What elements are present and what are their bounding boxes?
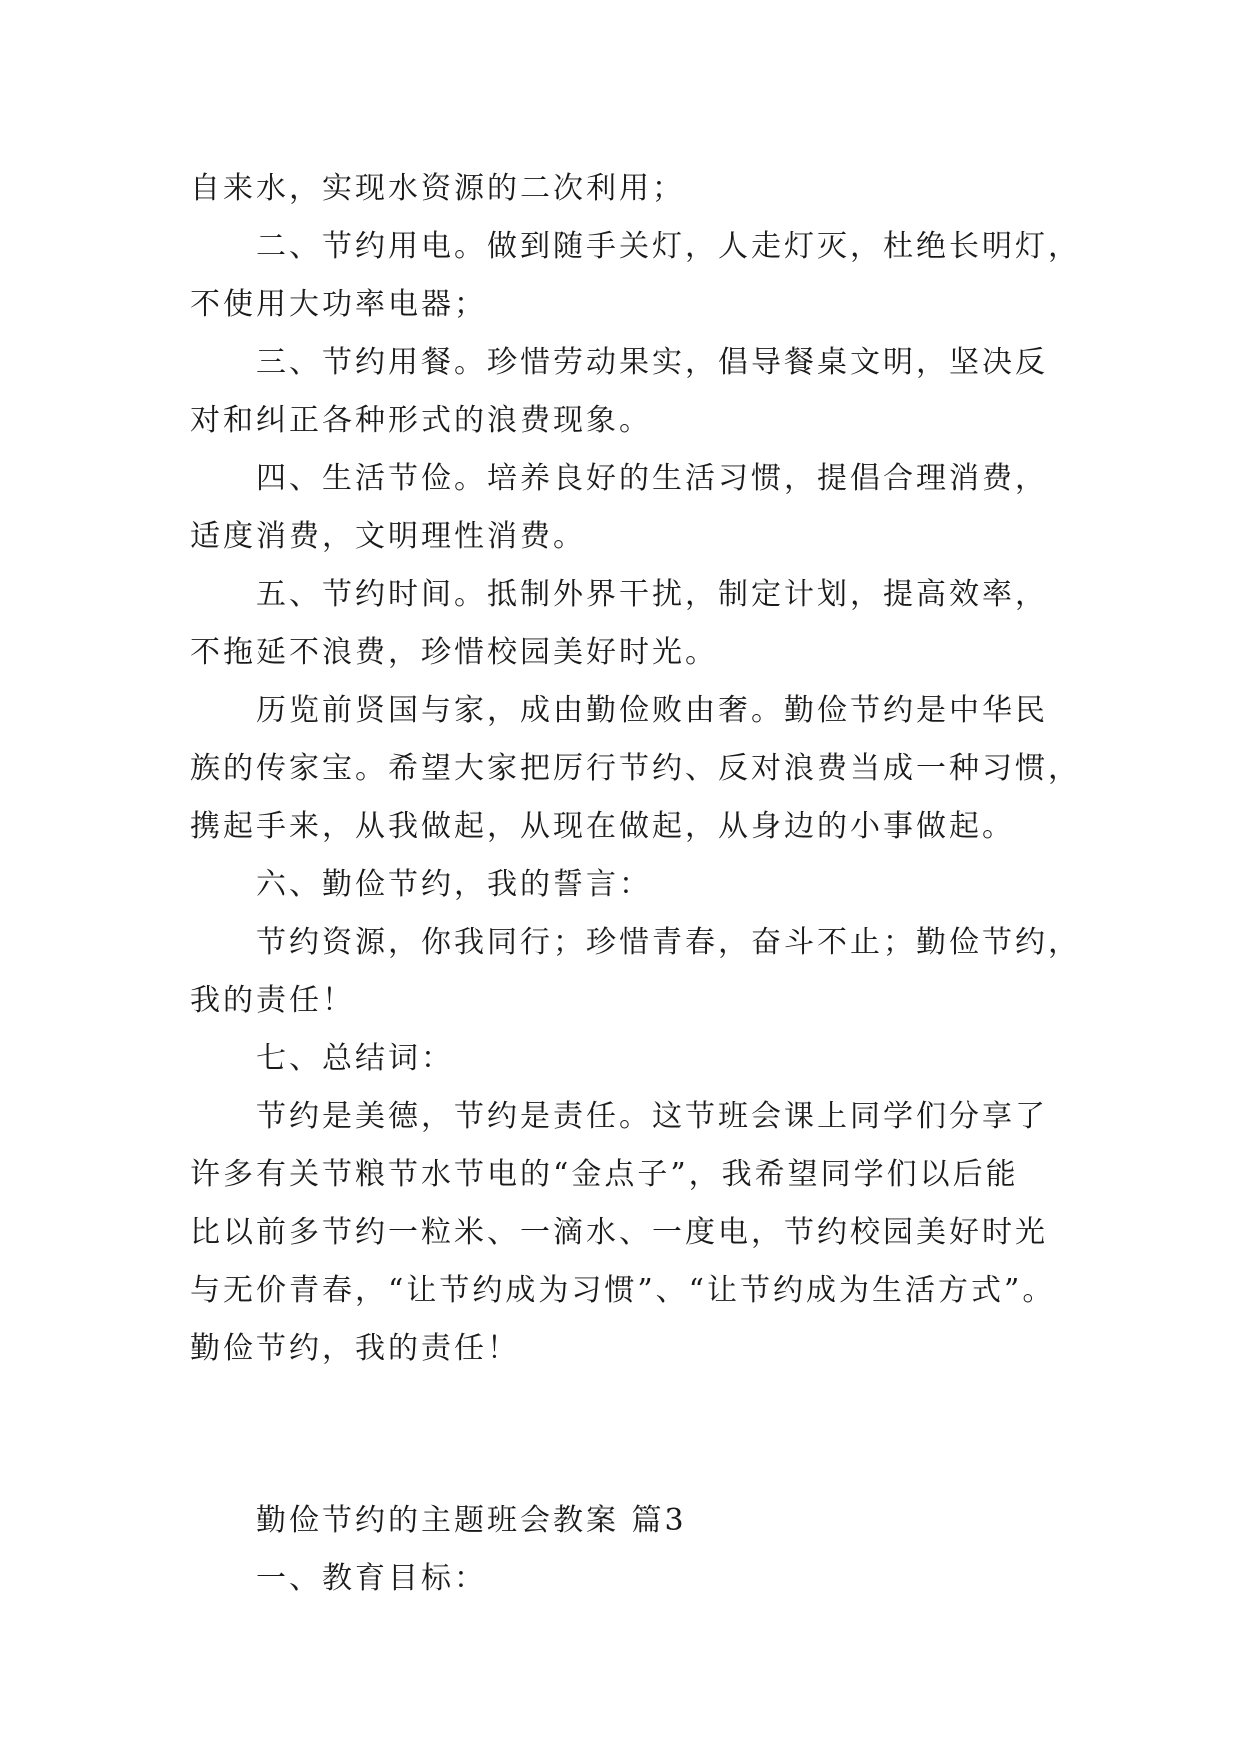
section-gap xyxy=(190,1378,1080,1492)
text-line: 二、节约用电。做到随手关灯，人走灯灭，杜绝长明灯， xyxy=(256,229,1081,264)
text-line: 勤俭节约，我的责任！ xyxy=(190,1331,520,1366)
text-line: 适度消费，文明理性消费。 xyxy=(190,519,586,554)
text-line: 三、节约用餐。珍惜劳动果实，倡导餐桌文明，坚决反 xyxy=(256,345,1048,380)
text-line: 节约是美德，节约是责任。这节班会课上同学们分享了 xyxy=(256,1099,1048,1134)
text-line: 节约资源，你我同行；珍惜青春，奋斗不止；勤俭节约， xyxy=(256,925,1081,960)
text-line: 四、生活节俭。培养良好的生活习惯，提倡合理消费， xyxy=(256,461,1048,496)
section-first-line: 一、教育目标： xyxy=(256,1561,487,1596)
text-line: 五、节约时间。抵制外界干扰，制定计划，提高效率， xyxy=(256,577,1048,612)
text-line: 七、总结词： xyxy=(256,1041,454,1076)
text-line: 六、勤俭节约，我的誓言： xyxy=(256,867,652,902)
text-line: 许多有关节粮节水节电的“金点子”，我希望同学们以后能 xyxy=(190,1157,1019,1192)
text-line: 不使用大功率电器； xyxy=(190,287,487,322)
text-line: 历览前贤国与家，成由勤俭败由奢。勤俭节约是中华民 xyxy=(256,693,1048,728)
text-line: 与无价青春，“让节约成为习惯”、“让节约成为生活方式”。 xyxy=(190,1273,1056,1308)
text-line: 族的传家宝。希望大家把厉行节约、反对浪费当成一种习惯， xyxy=(190,751,1081,786)
text-line: 比以前多节约一粒米、一滴水、一度电，节约校园美好时光 xyxy=(190,1215,1048,1250)
document-body xyxy=(190,160,1080,1608)
text-line: 自来水，实现水资源的二次利用； xyxy=(190,171,685,206)
text-line: 携起手来，从我做起，从现在做起，从身边的小事做起。 xyxy=(190,809,1015,844)
text-line: 对和纠正各种形式的浪费现象。 xyxy=(190,403,652,438)
section-title: 勤俭节约的主题班会教案 篇3 xyxy=(256,1503,687,1538)
text-line: 我的责任！ xyxy=(190,983,355,1018)
text-line: 不拖延不浪费，珍惜校园美好时光。 xyxy=(190,635,718,670)
